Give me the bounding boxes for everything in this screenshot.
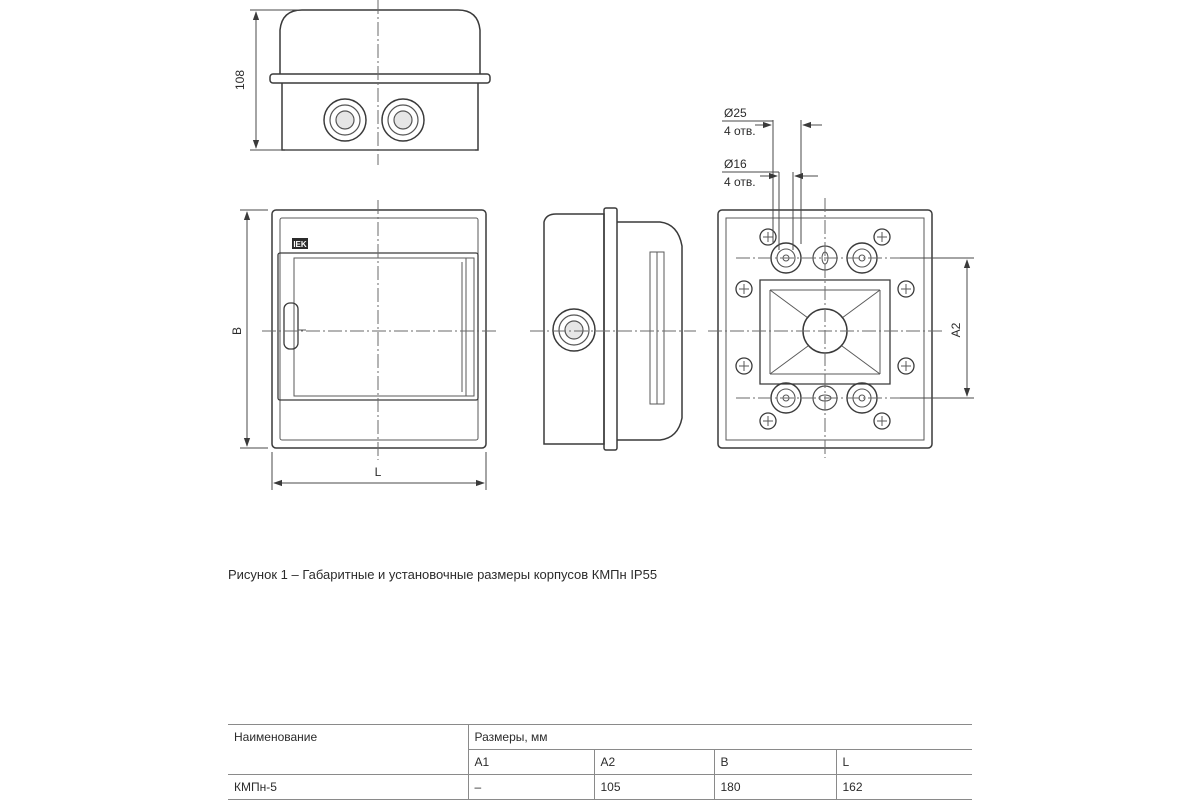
table-subheader-row bbox=[228, 750, 972, 775]
row-name: КМПн-5 bbox=[228, 775, 468, 800]
row-a2: 105 bbox=[594, 775, 714, 800]
table-row bbox=[228, 775, 972, 800]
dimension-108-label: 108 bbox=[233, 69, 247, 91]
row-b: 180 bbox=[714, 775, 836, 800]
gland-holes bbox=[771, 243, 877, 413]
column-header-a1: A1 bbox=[468, 750, 594, 775]
cable-gland-left bbox=[324, 99, 366, 141]
dimension-a2-label: A2 bbox=[949, 322, 963, 338]
iek-logo bbox=[292, 238, 308, 249]
empty-cell bbox=[228, 750, 468, 775]
hole-small-count-label: 4 отв. bbox=[724, 175, 756, 189]
door-latch bbox=[284, 303, 298, 349]
row-a1: – bbox=[468, 775, 594, 800]
top-view bbox=[233, 0, 490, 165]
hole-large-diameter-label: Ø25 bbox=[724, 106, 747, 120]
row-l: 162 bbox=[836, 775, 972, 800]
hole-small-diameter-label: Ø16 bbox=[724, 157, 747, 171]
front-view bbox=[230, 200, 498, 490]
column-header-b: B bbox=[714, 750, 836, 775]
column-header-a2: A2 bbox=[594, 750, 714, 775]
table-header-row bbox=[228, 725, 972, 750]
dimension-l-label: L bbox=[374, 465, 382, 479]
dimensions-table bbox=[228, 724, 972, 800]
side-view bbox=[530, 208, 696, 450]
back-view bbox=[708, 106, 974, 458]
svg-text:IEK: IEK bbox=[293, 240, 307, 249]
dimension-b-label: B bbox=[230, 326, 244, 336]
name-header: Наименование bbox=[228, 725, 468, 750]
figure-caption: Рисунок 1 – Габаритные и установочные размеры корпусов КМПн IP55 bbox=[228, 567, 658, 582]
hole-large-count-label: 4 отв. bbox=[724, 124, 756, 138]
side-cable-gland bbox=[553, 309, 595, 351]
cable-gland-right bbox=[382, 99, 424, 141]
column-header-l: L bbox=[836, 750, 972, 775]
sizes-header: Размеры, мм bbox=[468, 725, 972, 750]
